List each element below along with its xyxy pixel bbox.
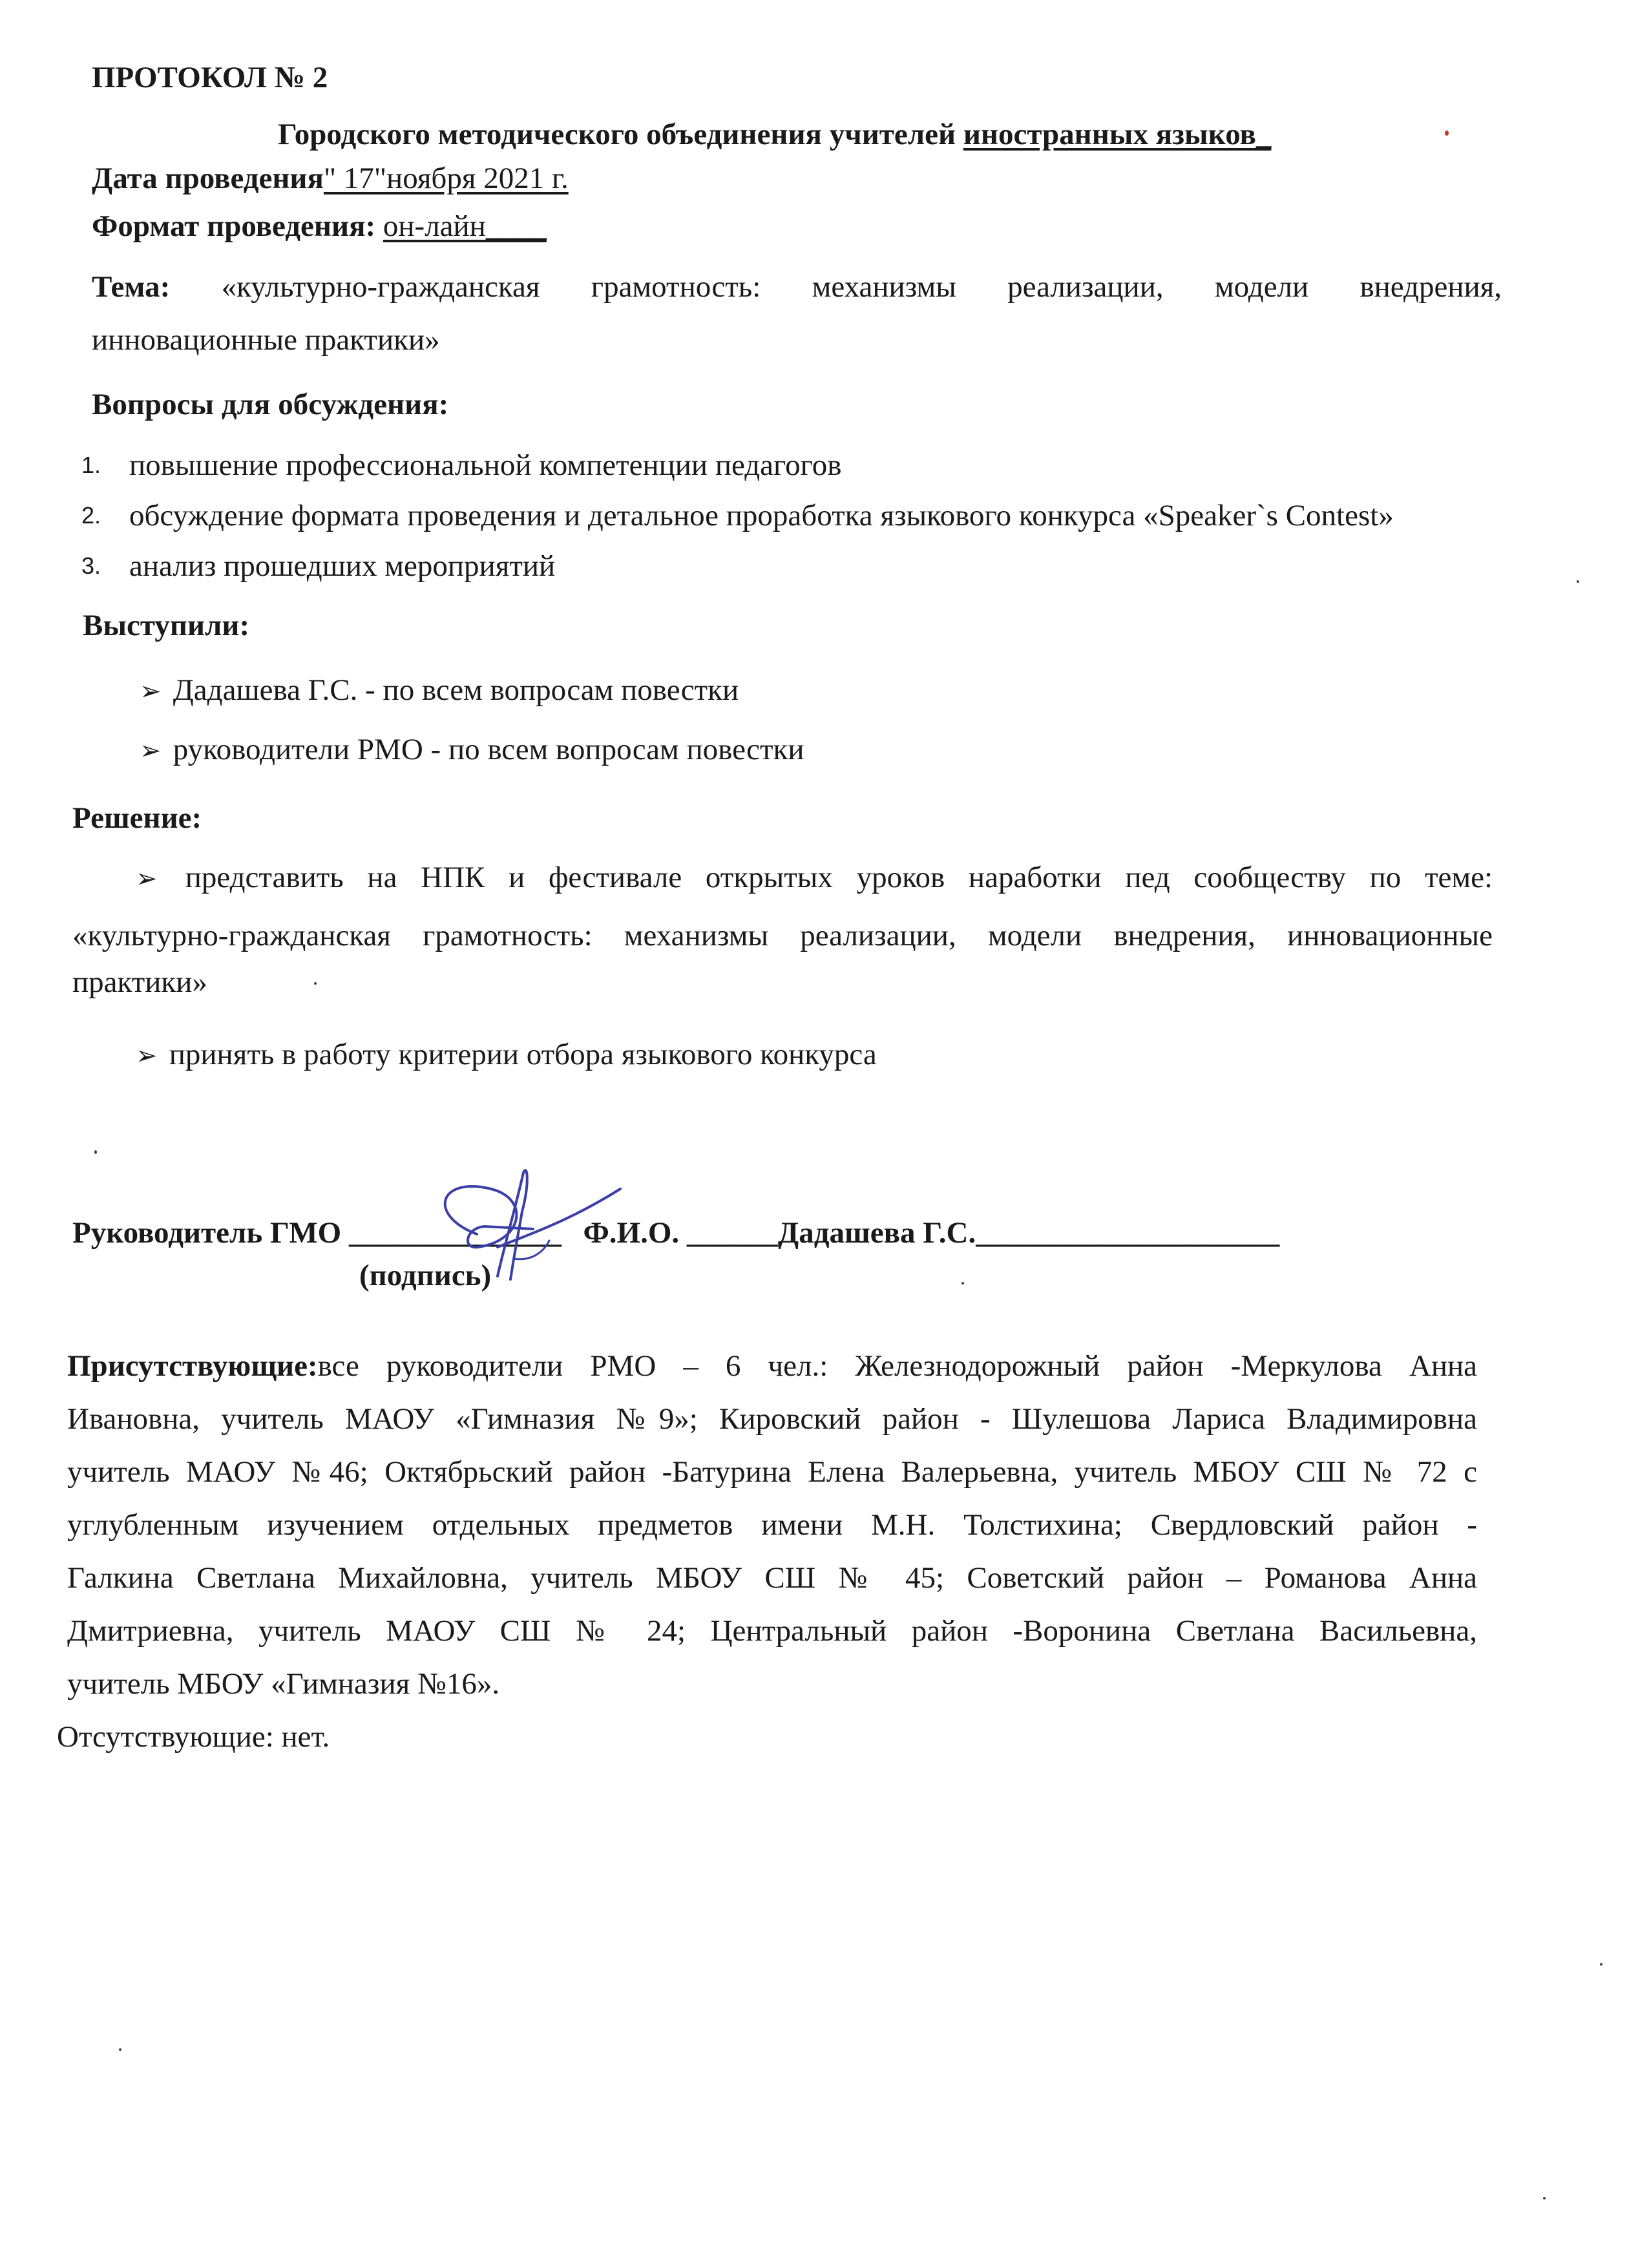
present-line-6: Дмитриевна, учитель МАОУ СШ № 24; Центральный район -Воронина Светлана Васильевна, [67,1614,1477,1648]
scan-speck [314,982,317,985]
speakers-label: Выступили: [83,609,250,642]
signature-blank: ______________ [348,1216,562,1250]
speaker-item-1 [140,672,739,709]
decision-item-1-text-1: представить на НПК и фестивале открытых уроков наработки пед сообществу по теме: [185,861,1493,894]
arrowhead-bullet-icon: ➢ [140,677,162,706]
absent-line: Отсутствующие: нет. [57,1720,330,1754]
decision-item-1-line-2: «культурно-гражданская грамотность: механизмы реализации, модели внедрения, инновационные [72,919,1493,952]
date-row [92,160,569,196]
subtitle-prefix: Городского методического объединения учителей [278,118,963,151]
speaker-item-2 [140,731,804,769]
agenda-item-1-number: 1. [81,452,101,478]
format-row [92,208,547,244]
scan-speck [119,2048,121,2051]
speaker-item-1-text: Дадашева Г.С. - по всем вопросам повестки [173,673,739,707]
decision-item-1-line-3: практики» [72,965,207,999]
present-line-7: учитель МБОУ «Гимназия №16». [67,1667,500,1701]
topic-line-1 [92,269,1502,305]
agenda-item-1: повышение профессиональной компетенции педагогов [129,448,842,482]
present-line-2: Ивановна, учитель МАОУ «Гимназия №9»; Кировский район - Шулешова Лариса Владимировна [67,1402,1477,1436]
decision-label: Решение: [72,801,202,835]
arrowhead-bullet-icon: ➢ [140,736,162,766]
handwritten-signature [401,1150,633,1292]
topic-text-1: «культурно-гражданская грамотность: механизмы реализации, модели внедрения, [221,270,1502,304]
agenda-item-2: обсуждение формата проведения и детальное проработка языкового конкурса «Speaker`s Contest» [129,499,1394,532]
present-label: Присутствующие: [67,1349,318,1383]
topic-label: Тема: [92,270,171,304]
subtitle-subject: иностранных языков_ [963,118,1272,151]
scan-speck [1577,580,1579,583]
present-line-3: учитель МАОУ №46; Октябрьский район -Батурина Елена Валерьевна, учитель МБОУ СШ № 72 с [67,1455,1477,1489]
fio-blank: ______ [686,1216,778,1250]
date-value: " 17"ноября 2021 г. [323,162,569,195]
fio-value: Дадашева Г.С. [777,1216,976,1250]
present-text-1: все руководители РМО – 6 чел.: Железнодорожный район -Меркулова Анна [317,1349,1477,1383]
topic-line-2: инновационные практики» [92,323,440,357]
arrowhead-bullet-icon: ➢ [136,1041,158,1071]
scan-speck [94,1150,97,1154]
decision-item-2 [136,1036,877,1074]
agenda-item-3-number: 3. [81,552,101,579]
fio-label: Ф.И.О. [583,1216,680,1250]
date-label: Дата проведения [92,162,324,195]
head-role-label: Руководитель ГМО [72,1216,342,1250]
red-mark [1445,131,1449,136]
decision-item-2-text: принять в работу критерии отбора языкового конкурса [169,1038,877,1071]
scan-speck [1600,1963,1602,1966]
fio-trailing-blank: ____________________ [976,1216,1280,1250]
signature-row [72,1215,1279,1251]
format-value: он-лайн____ [383,209,547,243]
present-line-1 [67,1348,1477,1384]
agenda-label: Вопросы для обсуждения: [92,388,449,421]
present-line-4: углубленным изучением отдельных предметов имени М.Н. Толстихина; Свердловский район - [67,1508,1477,1542]
scan-speck [1543,2197,1546,2200]
format-label: Формат проведения: [92,209,376,243]
agenda-item-3: анализ прошедших мероприятий [129,549,556,583]
signature-caption: (подпись) [359,1259,492,1292]
protocol-title: ПРОТОКОЛ № 2 [92,61,328,94]
present-line-5: Галкина Светлана Михайловна, учитель МБОУ СШ № 45; Советский район – Романова Анна [67,1561,1477,1595]
decision-item-1-line-1 [136,859,1493,897]
arrowhead-bullet-icon: ➢ [136,864,158,894]
protocol-subtitle [278,116,1271,152]
speaker-item-2-text: руководители РМО - по всем вопросам повестки [173,733,804,766]
scan-speck [961,1282,964,1285]
agenda-item-2-number: 2. [81,502,101,529]
